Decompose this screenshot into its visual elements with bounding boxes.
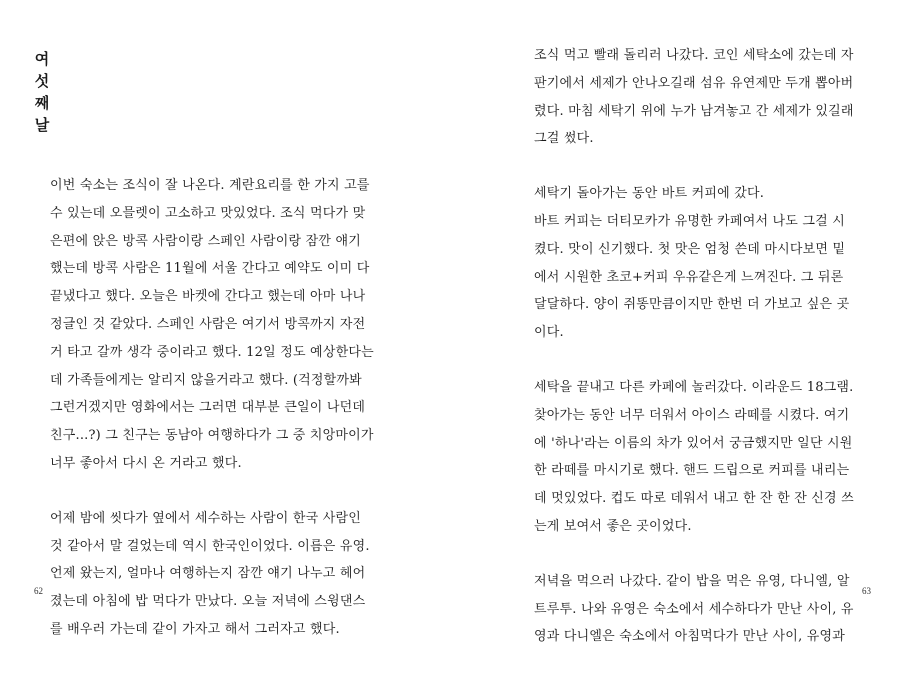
text-line: 달달하다. 양이 쥐똥만큼이지만 한번 더 가보고 싶은 곳 — [534, 297, 850, 313]
text-line: 그걸 썼다. — [534, 131, 594, 147]
text-line: 이번 숙소는 조식이 잘 나온다. 계란요리를 한 가지 고를 — [50, 178, 370, 193]
text-line: 에서 시원한 초코+커피 우유같은게 느껴진다. 그 뒤론 — [534, 269, 844, 285]
paragraph — [534, 42, 864, 153]
text-line: 졌는데 아침에 밥 먹다가 만났다. 오늘 저녁에 스윙댄스 — [50, 594, 366, 610]
paragraph — [50, 505, 380, 644]
right-body-text — [534, 42, 864, 678]
chapter-title-char: 섯 — [34, 72, 50, 90]
text-line: 어제 밤에 씻다가 옆에서 세수하는 사람이 한국 사람인 — [50, 510, 362, 526]
right-page — [450, 0, 900, 645]
text-line: 는게 보여서 좋은 곳이었다. — [534, 518, 692, 534]
paragraph — [534, 568, 864, 651]
text-line: 바트 커피는 더티모카가 유명한 카페여서 나도 그걸 시 — [534, 213, 846, 229]
left-body-text — [50, 172, 380, 671]
paragraph — [534, 374, 864, 541]
text-line: 트루투. 나와 유영은 숙소에서 세수하다가 만난 사이, 유 — [534, 601, 854, 617]
chapter-title-char: 날 — [34, 116, 50, 134]
text-line: 것 같아서 말 걸었는데 역시 한국인이었다. 이름은 유영. — [50, 538, 370, 554]
page-number: 63 — [862, 586, 871, 596]
text-line: 조식 먹고 빨래 돌리러 나갔다. 코인 세탁소에 갔는데 자 — [534, 48, 854, 63]
text-line: 언제 왔는지, 얼마나 여행하는지 잠깐 얘기 나누고 헤어 — [50, 566, 366, 582]
page-number: 62 — [34, 586, 43, 596]
text-line: 정글인 것 같았다. 스페인 사람은 여기서 방콕까지 자전 — [50, 316, 366, 332]
text-line: 거 타고 갈까 생각 중이라고 했다. 12일 정도 예상한다는 — [50, 344, 374, 360]
text-line: 수 있는데 오믈렛이 고소하고 맛있었다. 조식 먹다가 맞 — [50, 205, 366, 221]
chapter-title — [34, 48, 50, 136]
text-line: 끝냈다고 했다. 오늘은 바켓에 간다고 했는데 아마 나나 — [50, 289, 366, 305]
text-line: 이다. — [534, 325, 564, 341]
text-line: 저녁을 먹으러 나갔다. 같이 밥을 먹은 유영, 다니엘, 알 — [534, 573, 850, 589]
left-page — [0, 0, 450, 640]
text-line: 그런거겠지만 영화에서는 그러면 대부분 큰일이 나던데 — [50, 400, 366, 416]
text-line: 너무 좋아서 다시 온 거라고 했다. — [50, 455, 242, 471]
text-line: 켰다. 맛이 신기했다. 첫 맛은 엄청 쓴데 마시다보면 밑 — [534, 241, 846, 257]
text-line: 찾아가는 동안 너무 더워서 아이스 라떼를 시켰다. 여기 — [534, 407, 850, 423]
text-line: 세탁기 돌아가는 동안 바트 커피에 갔다. — [534, 186, 765, 202]
paragraph — [534, 180, 864, 347]
text-line: 를 배우러 가는데 같이 가자고 해서 그러자고 했다. — [50, 621, 340, 637]
paragraph — [50, 172, 380, 478]
text-line: 친구...?) 그 친구는 동남아 여행하다가 그 중 치앙마이가 — [50, 428, 374, 444]
text-line: 판기에서 세제가 안나오길래 섬유 유연제만 두개 뽑아버 — [534, 75, 854, 91]
chapter-title-char: 여 — [34, 50, 50, 68]
text-line: 에 '하나'라는 이름의 차가 있어서 궁금했지만 일단 시원 — [534, 435, 853, 451]
text-line: 한 라떼를 마시기로 했다. 핸드 드립으로 커피를 내리는 — [534, 463, 850, 479]
text-line: 세탁을 끝내고 다른 카페에 놀러갔다. 이라운드 18그램. — [534, 379, 854, 395]
text-line: 데 가족들에게는 알리지 않을거라고 했다. (걱정할까봐 — [50, 372, 362, 388]
text-line: 데 멋있었다. 컵도 따로 데워서 내고 한 잔 한 잔 신경 쓰 — [534, 491, 854, 507]
text-line: 영과 다니엘은 숙소에서 아침먹다가 만난 사이, 유영과 — [534, 629, 846, 645]
text-line: 렸다. 마침 세탁기 위에 누가 남겨놓고 간 세제가 있길래 — [534, 103, 854, 119]
text-line: 했는데 방콕 사람은 11월에 서울 간다고 예약도 이미 다 — [50, 261, 370, 277]
text-line: 은편에 앉은 방콕 사람이랑 스페인 사람이랑 잠깐 얘기 — [50, 233, 362, 249]
chapter-title-char: 째 — [34, 94, 50, 112]
